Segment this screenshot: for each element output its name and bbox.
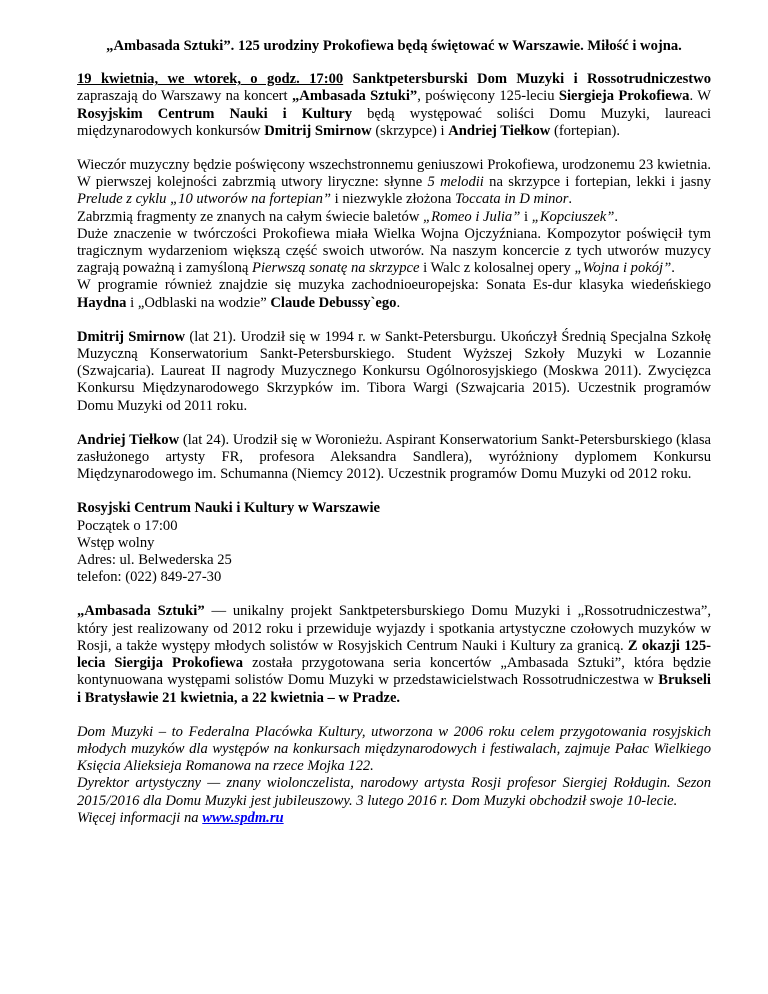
- document-title: „Ambasada Sztuki”. 125 urodziny Prokofiewa będą świętować w Warszawie. Miłość i wojna.: [106, 38, 682, 54]
- bio-smirnow: Dmitrij Smirnow (lat 21). Urodził się w 1994 r. w Sankt-Petersburgu. Ukończył Średnią Specjalna Szkołę Muzyczną Konserwatorium Sankt-Petersburskiego. Student Wyższej Szkoły Muzyki w Lozannie (Szwajcaria). Laureat II nagrody Muzycznego Konkursu Ogólnorosyjskiego (Moskwa 2011). Zwycięzca Konkursu Międzynarodowego Skrzypków im. Tibora Wargi (Szwajcaria 2015). Uczestnik programów Domu Muzyki od 2011 roku.: [77, 328, 711, 414]
- bio-tielkow: Andriej Tiełkow (lat 24). Urodził się w Woronieżu. Aspirant Konserwatorium Sankt-Petersburskiego (klasa zasłużonego artysty FR, profesora Aleksandra Sandlera), wyróżniony dyplomem Konkursu Międzynarodowego im. Schumanna (Niemcy 2012). Uczestnik programów Domu Muzyki od 2012 roku.: [77, 431, 711, 483]
- organizers: Sanktpetersburski Dom Muzyki i Rossotrudniczestwo: [352, 71, 712, 88]
- footer-paragraph-1: Dom Muzyki – to Federalna Placówka Kultury, utworzona w 2006 roku celem przygotowania rosyjskich młodych muzyków dla występów na konkursach międzynarodowych i festiwalach, zajmuje Pałac Wielkiego Księcia Alieksieja Romanowa na rzece Mojka 122.: [77, 723, 711, 775]
- program-line-4: W programie również znajdzie się muzyka zachodnioeuropejska: Sonata Es-dur klasyka wiedeńskiego Haydna i „Odblaski na wodzie” Claude Debussy`ego.: [77, 277, 711, 311]
- website-link[interactable]: www.spdm.ru: [202, 809, 284, 826]
- soloist-violin: Dmitrij Smirnow: [264, 122, 372, 139]
- project-paragraph: „Ambasada Sztuki” — unikalny projekt Sanktpetersburskiego Domu Muzyki i „Rossotrudniczestwa”, który jest realizowany od 2012 roku i przewiduje wyjazdy i spotkania artystyczne czołowych muzyków w Rosji, a także występy młodych solistów w Rosyjskich Centrum Nauki i Kultury za granicą. Z okazji 125-lecia Siergija Prokofiewa została przygotowana seria koncertów „Ambasada Sztuki”, która będzie kontynuowana występami solistów Domu Muzyki w przedstawicielstwach Rossotrudniczestwa w Brukseli i Bratysławie 21 kwietnia, a 22 kwietnia – w Pradze.: [77, 603, 711, 706]
- footer-paragraph-2: Dyrektor artystyczny — znany wiolonczelista, narodowy artysta Rosji profesor Siergiej Rołdugin. Sezon 2015/2016 dla Domu Muzyki jest jubileuszowy. 3 lutego 2016 r. Dom Muzyki obchodził swoje 10-lecie.: [77, 775, 711, 809]
- program-paragraph: [77, 157, 711, 312]
- venue-phone: telefon: (022) 849-27-30: [77, 569, 222, 586]
- event-date: 19 kwietnia, we wtorek, o godz. 17:00: [77, 71, 344, 88]
- document-page: [77, 38, 711, 827]
- venue-name: Rosyjskim Centrum Nauki i Kultury: [77, 105, 353, 122]
- footer-info: [77, 724, 711, 827]
- bio-name: Andriej Tiełkow: [77, 431, 180, 448]
- footer-more: Więcej informacji na www.spdm.ru: [77, 809, 284, 826]
- intro-paragraph: 19 kwietnia, we wtorek, o godz. 17:00 Sanktpetersburski Dom Muzyki i Rossotrudniczestwo zapraszają do Warszawy na koncert „Ambasada Sztuki”, poświęcony 125-leciu Siergieja Prokofiewa. W Rosyjskim Centrum Nauki i Kultury będą występować soliści Domu Muzyki, laureaci międzynarodowych konkursów Dmitrij Smirnow (skrzypce) i Andriej Tiełkow (fortepian).: [77, 71, 712, 139]
- soloist-piano: Andriej Tiełkow: [448, 122, 551, 139]
- concert-name: „Ambasada Sztuki”: [292, 88, 418, 105]
- composer-name: Siergieja Prokofiewa: [558, 88, 690, 105]
- venue-info-name: Rosyjski Centrum Nauki i Kultury w Warszawie: [77, 500, 380, 517]
- venue-start: Początek o 17:00: [77, 517, 178, 534]
- venue-info: [77, 500, 711, 586]
- program-line-2: Zabrzmią fragmenty ze znanych na całym świecie baletów „Romeo i Julia” i „Kopciuszek”.: [77, 208, 619, 225]
- venue-address: Adres: ul. Belwederska 25: [77, 552, 232, 569]
- program-line-3: Duże znaczenie w twórczości Prokofiewa miała Wielka Wojna Ojczyźniana. Kompozytor poświęcił tym tragicznym wydarzeniom większą część swoich utworów. Na naszym koncercie z tych utworów muzycy zagrają poważną i zamyśloną Pierwszą sonatę na skrzypce i Walc z kolosalnej opery „Wojna i pokój”.: [77, 225, 711, 277]
- bio-name: Dmitrij Smirnow: [77, 328, 186, 345]
- program-line-1: Wieczór muzyczny będzie poświęcony wszechstronnemu geniuszowi Prokofiewa, urodzonemu 23 kwietnia. W pierwszej kolejności zabrzmią utwory liryczne: słynne 5 melodii na skrzypce i fortepian, lekki i jasny Prelude z cyklu „10 utworów na fortepian” i niezwykle złożona Toccata in D minor.: [77, 157, 712, 208]
- venue-entry: Wstęp wolny: [77, 534, 155, 551]
